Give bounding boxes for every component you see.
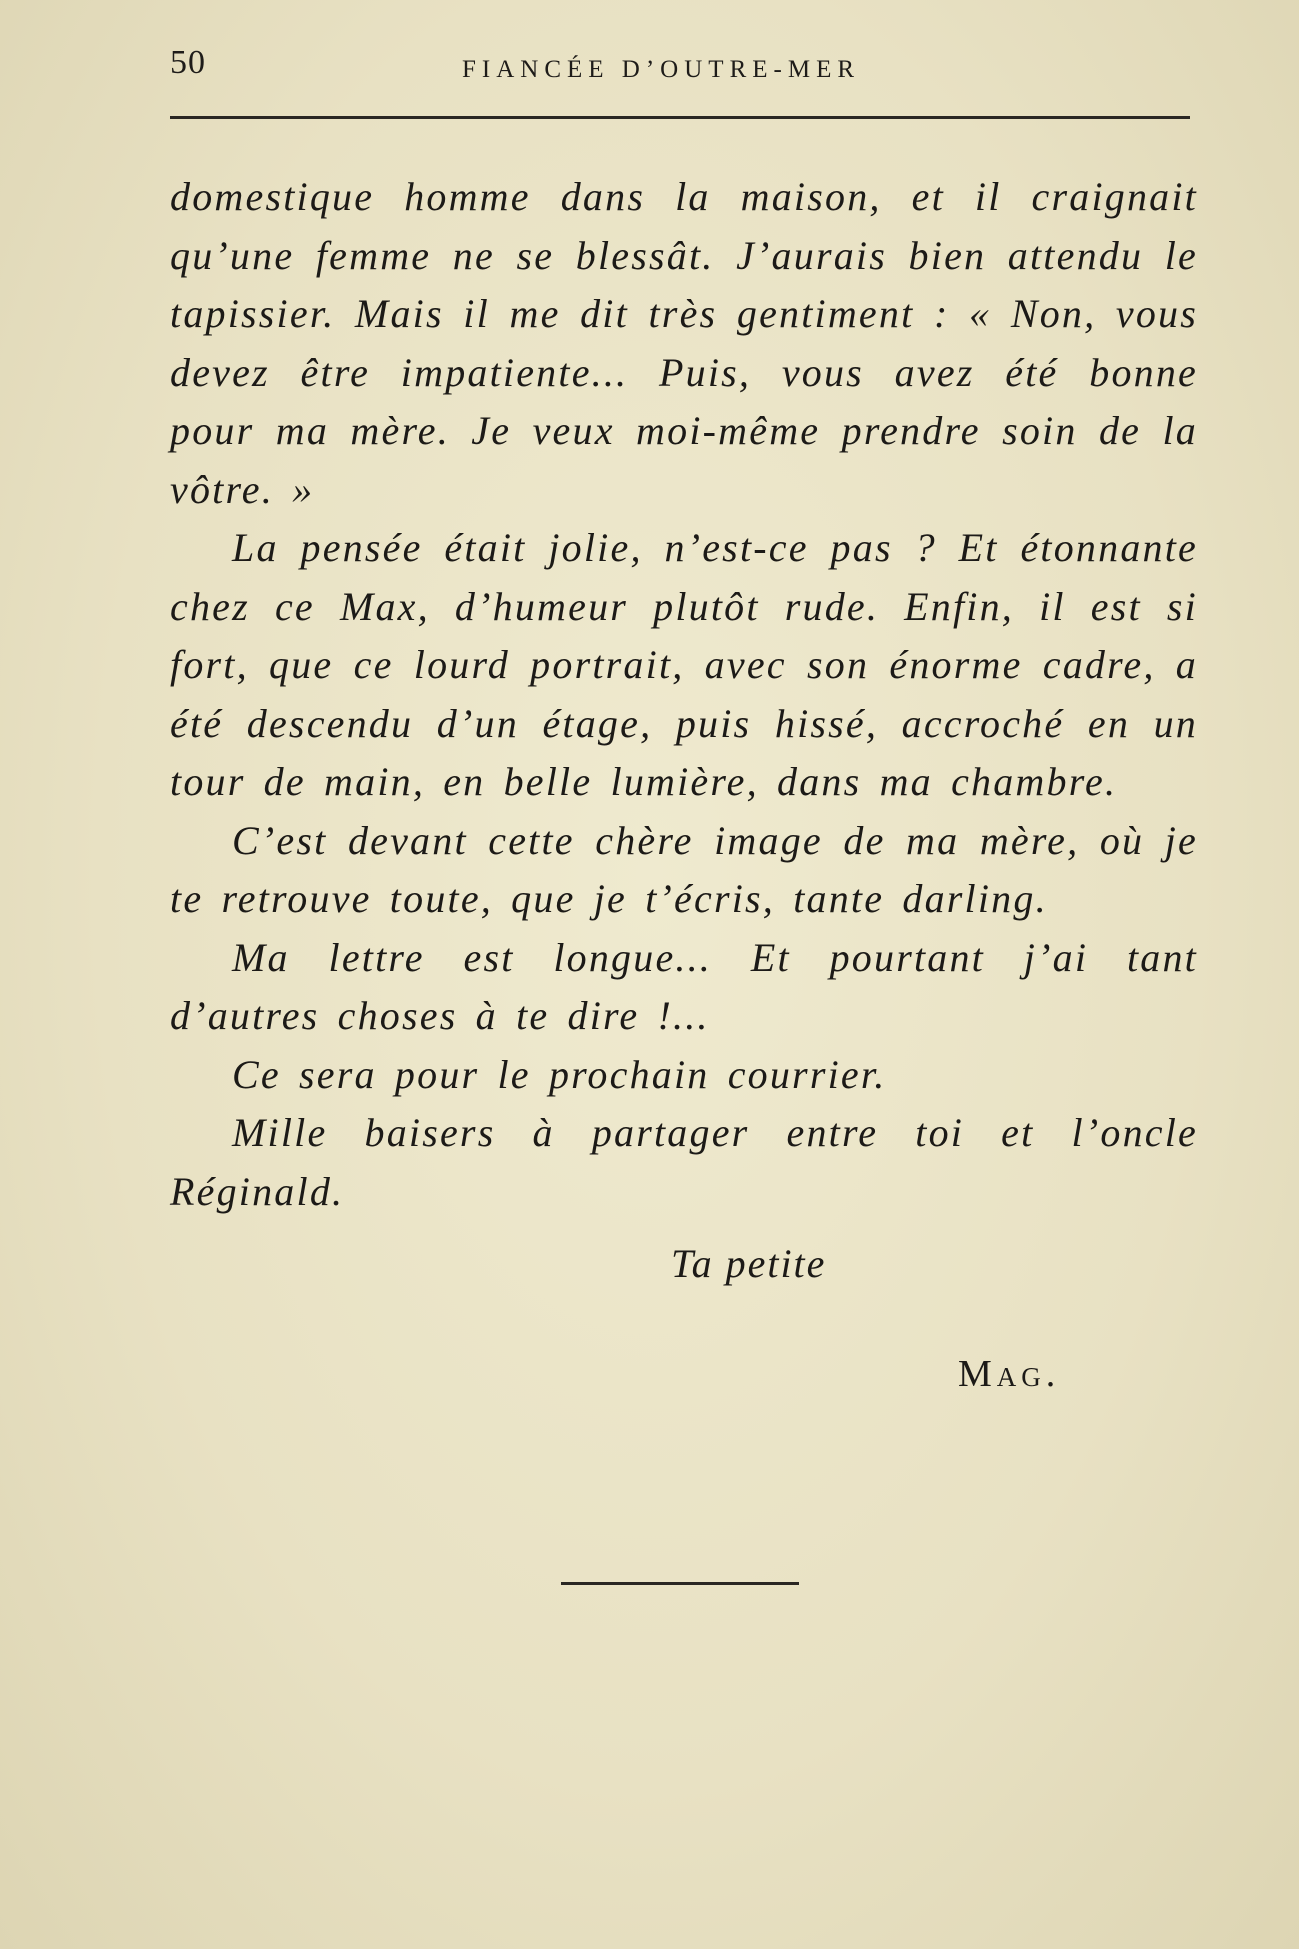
running-title: FIANCÉE D’OUTRE-MER	[462, 56, 861, 83]
paragraph-5: Ce sera pour le prochain courrier.	[232, 1051, 887, 1097]
letter-body	[170, 168, 1198, 1221]
paragraph-2: La pensée était jolie, n’est-ce pas ? Et étonnante chez ce Max, d’humeur plutôt rude. Enfin, il est si fort, que ce lourd portrait, avec son énorme cadre, a été descendu d’un étage, puis hissé, accroché en un tour de main, en belle lumière, dans ma chambre.	[170, 525, 1198, 804]
paragraph-3: C’est devant cette chère image de ma mère, où je te retrouve toute, que je t’écris, tante darling.	[170, 817, 1198, 921]
letter-signature: Mag.	[958, 1353, 1061, 1395]
header-rule	[170, 116, 1190, 119]
end-rule	[561, 1582, 799, 1585]
paragraph-4: Ma lettre est longue... Et pourtant j’ai tant d’autres choses à te dire !...	[170, 934, 1198, 1038]
letter-closing: Ta petite	[671, 1241, 827, 1286]
paragraph-6: Mille baisers à partager entre toi et l’oncle Réginald.	[170, 1110, 1198, 1214]
paragraph-1: domestique homme dans la maison, et il craignait qu’une femme ne se blessât. J’aurais bien attendu le tapissier. Mais il me dit très gentiment : « Non, vous devez être impatiente... Puis, vous avez été bonne pour ma mère. Je veux moi-même prendre soin de la vôtre. »	[170, 174, 1198, 512]
page-number: 50	[170, 44, 206, 81]
